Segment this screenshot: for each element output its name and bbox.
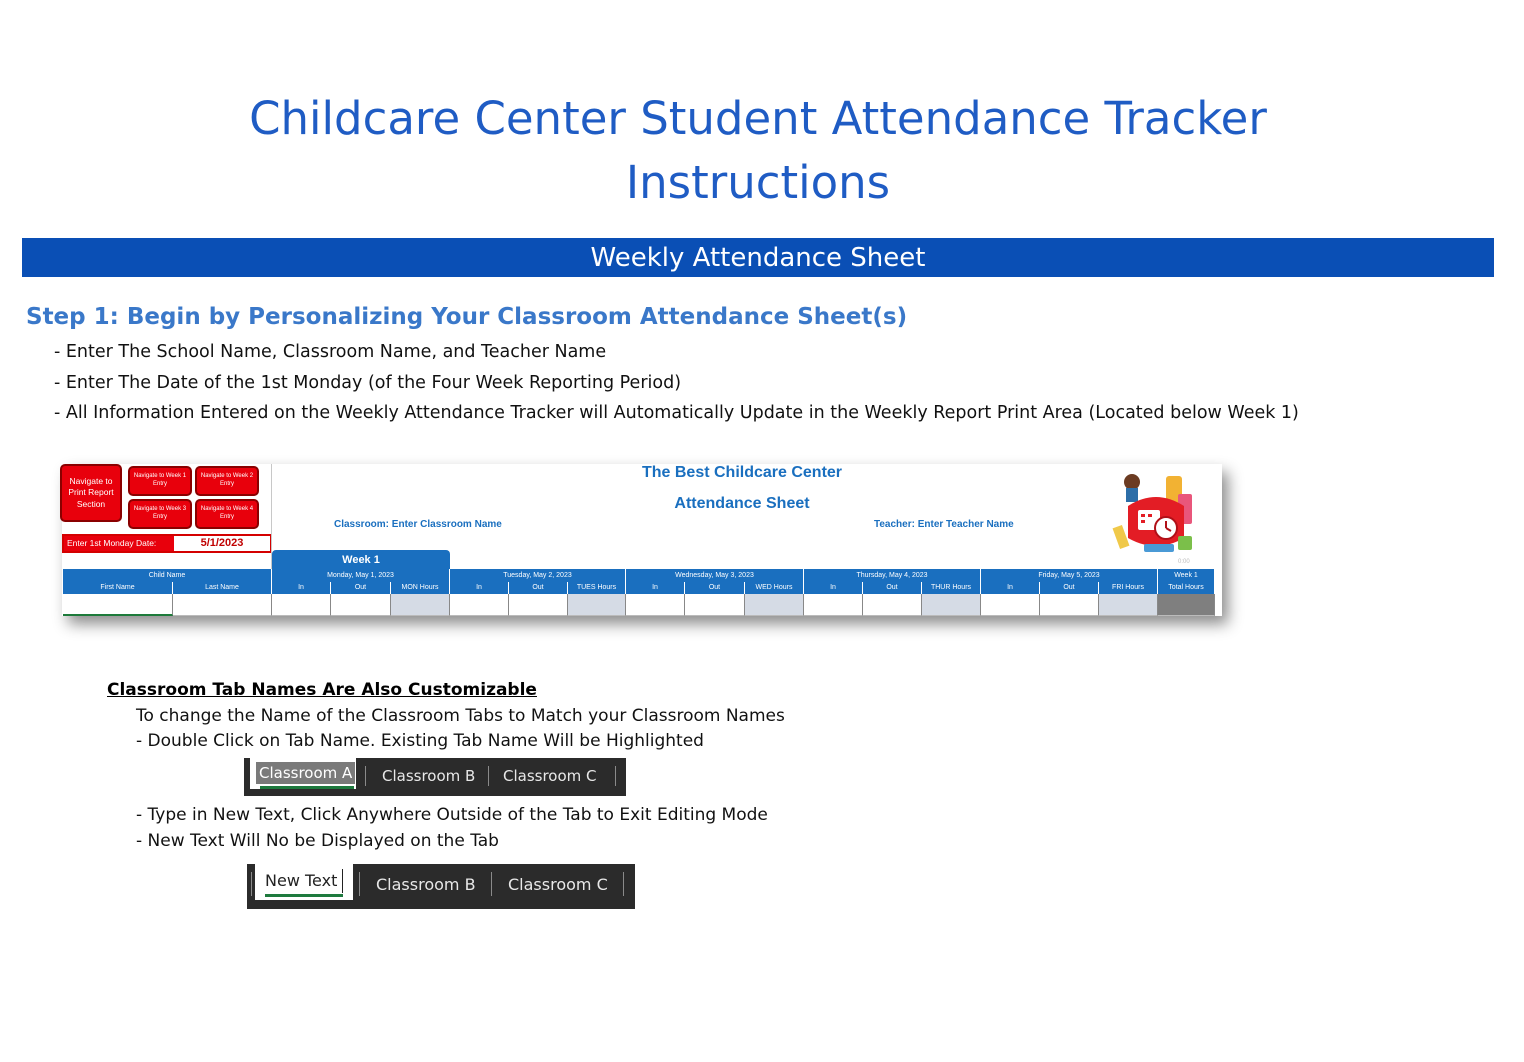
header-thu-hours: THUR Hours (922, 582, 981, 594)
page-title: Childcare Center Student Attendance Tracker (249, 92, 1267, 145)
tabs-intro: To change the Name of the Classroom Tabs to Match your Classroom Names (136, 706, 785, 726)
header-out: Out (331, 582, 391, 594)
header-out: Out (509, 582, 568, 594)
hours-cell (568, 594, 626, 616)
tab-bar-before (244, 758, 626, 796)
header-in: In (626, 582, 685, 594)
header-first-name: First Name (63, 582, 173, 594)
header-fri-hours: FRI Hours (1099, 582, 1158, 594)
step1-bullet: - All Information Entered on the Weekly Attendance Tracker will Automatically Update in the Weekly Report Print Area (Located below Week 1) (54, 403, 1299, 423)
navigate-week3-button[interactable]: Navigate to Week 3 Entry (128, 499, 192, 529)
header-last-name: Last Name (173, 582, 272, 594)
hours-cell (922, 594, 981, 616)
in-cell[interactable] (981, 594, 1040, 616)
header-wednesday: Wednesday, May 3, 2023 (626, 569, 804, 582)
header-out: Out (863, 582, 922, 594)
tab-separator (615, 766, 616, 786)
in-cell[interactable] (804, 594, 863, 616)
header-out: Out (685, 582, 745, 594)
hours-cell (1099, 594, 1158, 616)
tab-separator (623, 872, 624, 896)
tab-classroom-b[interactable]: Classroom B (382, 767, 476, 785)
active-tab-underline (265, 894, 343, 897)
tab-classroom-b[interactable]: Classroom B (376, 875, 476, 894)
header-mon-hours: MON Hours (391, 582, 450, 594)
first-name-cell[interactable] (63, 594, 173, 616)
tabs-step-b: - Type in New Text, Click Anywhere Outside of the Tab to Exit Editing Mode (136, 805, 768, 825)
page-subtitle: Instructions (625, 156, 891, 209)
in-cell[interactable] (450, 594, 509, 616)
active-tab-underline (260, 786, 354, 789)
header-monday: Monday, May 1, 2023 (272, 569, 450, 582)
in-cell[interactable] (626, 594, 685, 616)
classroom-label: Classroom: Enter Classroom Name (334, 519, 502, 530)
header-tue-hours: TUES Hours (568, 582, 626, 594)
header-total-hours: Total Hours (1158, 582, 1215, 594)
monday-date-value[interactable]: 5/1/2023 (200, 537, 244, 549)
tab-label-highlighted: Classroom A (256, 762, 355, 784)
header-friday: Friday, May 5, 2023 (981, 569, 1158, 582)
header-in: In (272, 582, 331, 594)
tab-separator (251, 872, 252, 896)
header-tuesday: Tuesday, May 2, 2023 (450, 569, 626, 582)
calendar-clock-icon (1108, 470, 1204, 556)
last-name-cell[interactable] (173, 594, 272, 616)
tabs-step-a: - Double Click on Tab Name. Existing Tab Name Will be Highlighted (136, 731, 704, 751)
header-out: Out (1040, 582, 1099, 594)
header-thursday: Thursday, May 4, 2023 (804, 569, 981, 582)
teacher-label: Teacher: Enter Teacher Name (874, 519, 1014, 530)
attendance-sheet-screenshot (62, 464, 1222, 616)
out-cell[interactable] (685, 594, 745, 616)
header-in: In (981, 582, 1040, 594)
tab-classroom-c[interactable]: Classroom C (508, 875, 608, 894)
tab-separator (359, 872, 360, 896)
header-in: In (804, 582, 863, 594)
tab-classroom-c[interactable]: Classroom C (503, 767, 597, 785)
navigate-print-button[interactable]: Navigate to Print Report Section (60, 464, 122, 522)
hours-cell (391, 594, 450, 616)
hours-cell (745, 594, 804, 616)
tiny-value: 0:00 (1178, 559, 1190, 565)
tab-classroom-a[interactable] (250, 758, 356, 789)
sheet-title: Attendance Sheet (674, 495, 810, 512)
header-week1: Week 1 (1158, 569, 1215, 582)
section-banner: Weekly Attendance Sheet (22, 238, 1494, 277)
navigate-week2-button[interactable]: Navigate to Week 2 Entry (195, 466, 259, 496)
text-cursor (342, 869, 343, 893)
header-child-name: Child Name (63, 569, 272, 582)
monday-date-label: Enter 1st Monday Date: (64, 536, 174, 551)
header-wed-hours: WED Hours (745, 582, 804, 594)
step1-heading: Step 1: Begin by Personalizing Your Classroom Attendance Sheet(s) (26, 304, 908, 330)
out-cell[interactable] (331, 594, 391, 616)
step1-bullet: - Enter The Date of the 1st Monday (of the Four Week Reporting Period) (54, 373, 682, 393)
tabs-step-c: - New Text Will No be Displayed on the Tab (136, 831, 499, 851)
school-name: The Best Childcare Center (641, 464, 843, 481)
tab-separator (491, 872, 492, 896)
navigate-week1-button[interactable]: Navigate to Week 1 Entry (128, 466, 192, 496)
tab-separator (365, 766, 366, 786)
tabs-heading: Classroom Tab Names Are Also Customizable (107, 680, 537, 700)
tab-new-text[interactable] (255, 864, 353, 900)
out-cell[interactable] (863, 594, 922, 616)
in-cell[interactable] (272, 594, 331, 616)
navigate-week4-button[interactable]: Navigate to Week 4 Entry (195, 499, 259, 529)
tab-label-new: New Text (265, 871, 338, 890)
out-cell[interactable] (1040, 594, 1099, 616)
header-in: In (450, 582, 509, 594)
total-hours-cell (1158, 594, 1215, 616)
week1-tab: Week 1 (272, 550, 450, 569)
tab-bar-after (247, 864, 635, 909)
out-cell[interactable] (509, 594, 568, 616)
step1-bullet: - Enter The School Name, Classroom Name, and Teacher Name (54, 342, 607, 362)
monday-date-row (62, 534, 272, 553)
tab-separator (488, 766, 489, 786)
